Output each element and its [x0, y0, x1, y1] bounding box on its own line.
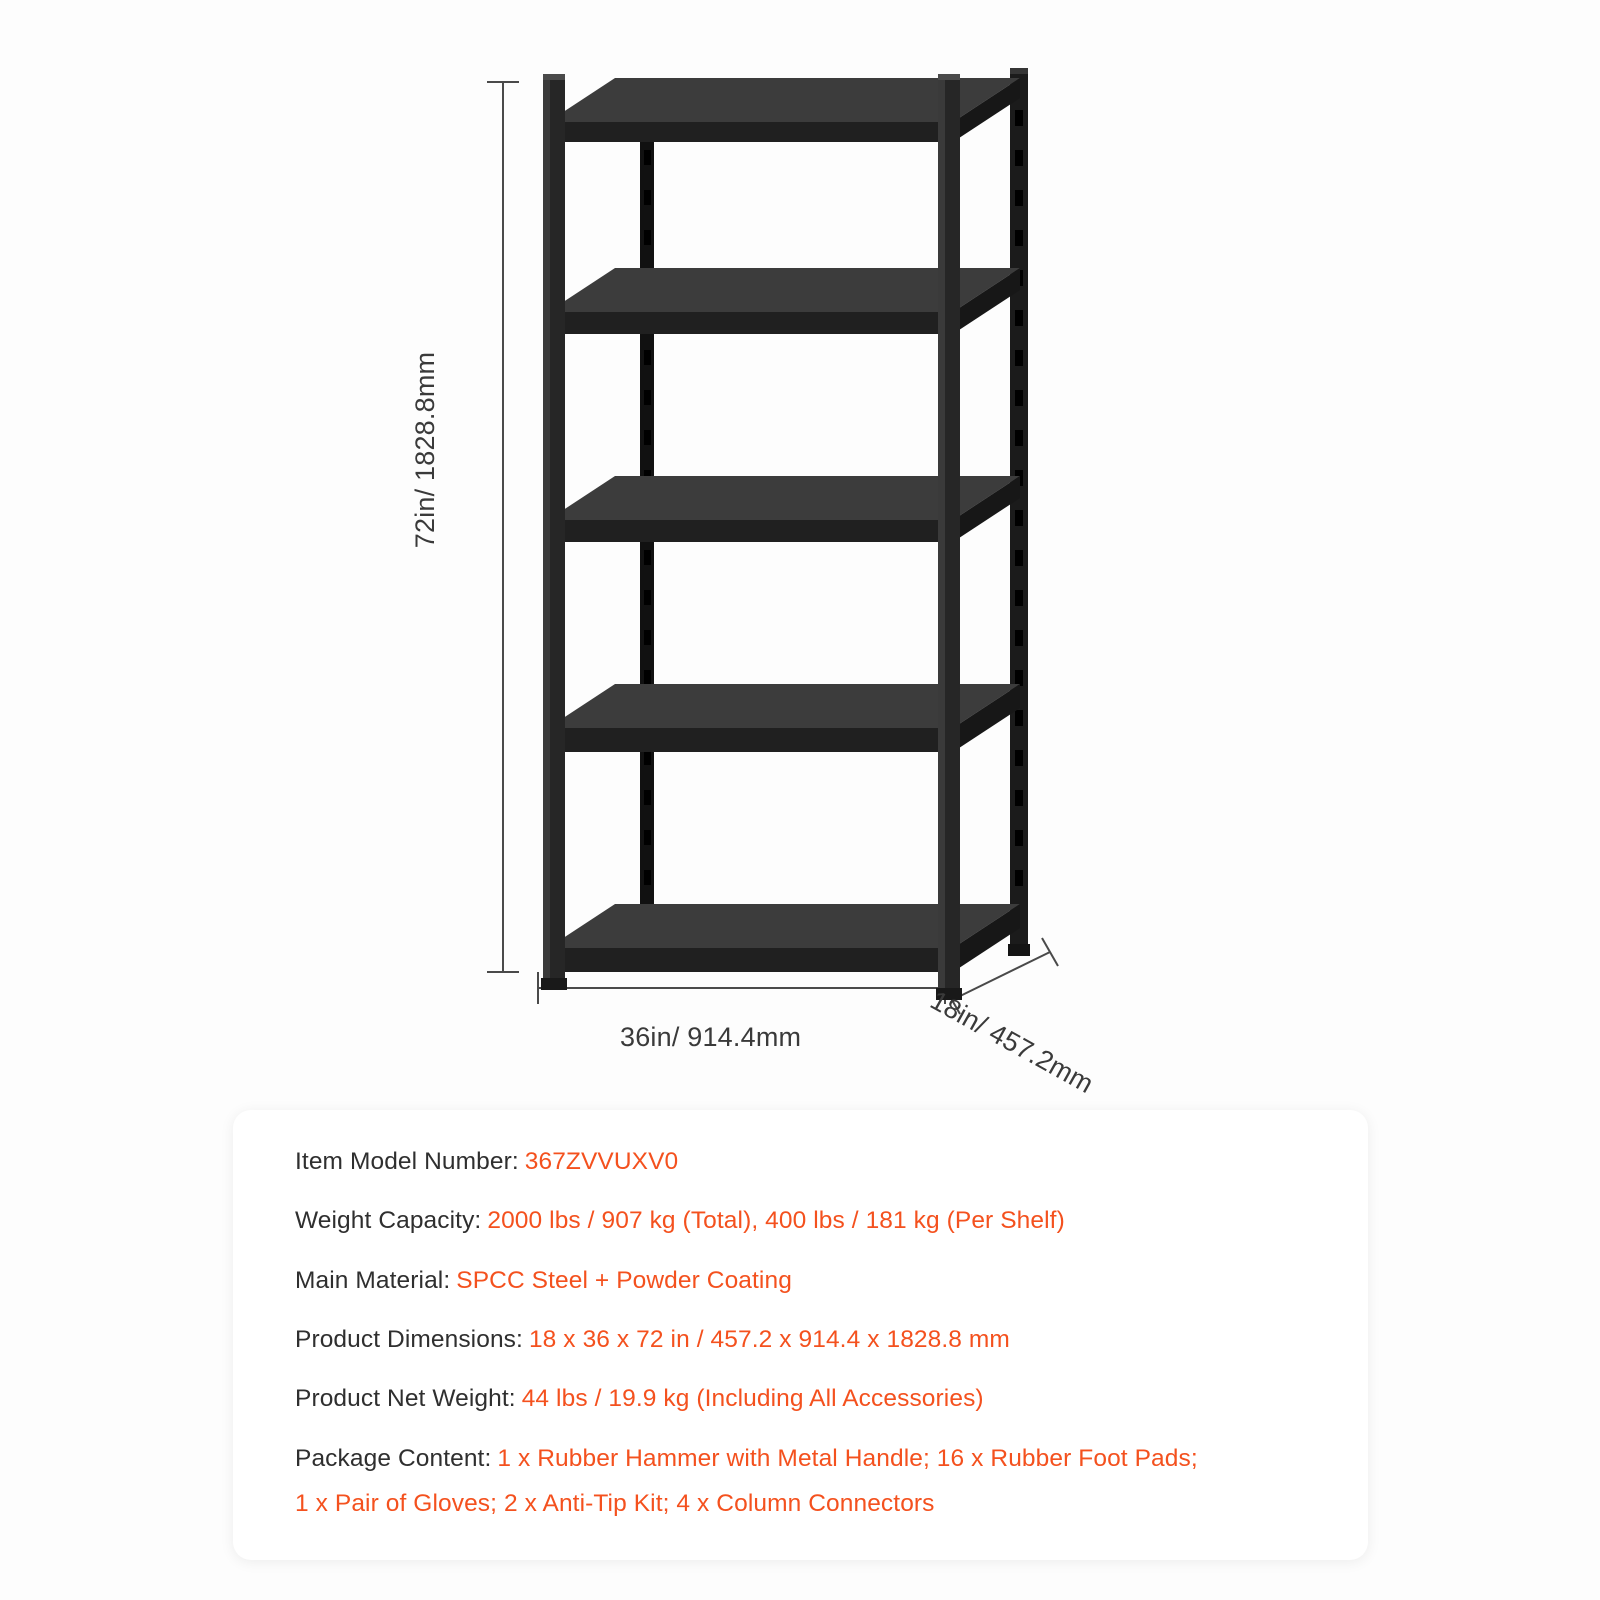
spec-value-net-weight: 44 lbs / 19.9 kg (Including All Accessories): [521, 1385, 984, 1413]
depth-tick-far: [1042, 938, 1058, 966]
height-dimension-label: [410, 190, 441, 549]
spec-value-weight-capacity: 2000 lbs / 907 kg (Total), 400 lbs / 181 kg (Per Shelf): [487, 1207, 1065, 1235]
height-dimension-text: 72in/ 1828.8mm: [410, 351, 440, 549]
spec-value-package-content-continued: 1 x Pair of Gloves; 2 x Anti-Tip Kit; 4 x Column Connectors: [295, 1490, 935, 1518]
width-dimension-label: 36in/ 914.4mm: [620, 1022, 802, 1052]
spec-row-product-dimensions: [295, 1324, 1338, 1355]
front-right-post-highlight: [938, 78, 945, 998]
shelving-unit: [541, 68, 1030, 1000]
spec-label-main-material: Main Material:: [295, 1266, 451, 1294]
spec-row-package-content-continued: [295, 1488, 1338, 1519]
cap-rear-right: [1010, 68, 1028, 74]
spec-row-main-material: [295, 1265, 1338, 1296]
spec-row-weight-capacity: [295, 1205, 1338, 1236]
spec-label-model: Item Model Number:: [295, 1148, 519, 1175]
spec-value-package-content: 1 x Rubber Hammer with Metal Handle; 16 x Rubber Foot Pads;: [497, 1444, 1198, 1472]
specification-card: [233, 1110, 1368, 1560]
cap-front-left: [543, 74, 565, 80]
spec-label-product-dimensions: Product Dimensions:: [295, 1326, 523, 1354]
foot-rear-right: [1008, 944, 1030, 956]
spec-label-weight-capacity: Weight Capacity:: [295, 1207, 482, 1235]
dimension-lines: [487, 82, 1058, 1014]
foot-front-left: [541, 978, 567, 990]
spec-value-model: 367ZVVUXV0: [524, 1148, 679, 1175]
spec-row-model: [295, 1146, 1338, 1177]
specification-list: [295, 1146, 1338, 1548]
cap-front-right: [938, 74, 960, 80]
spec-row-package-content: [295, 1443, 1338, 1474]
spec-label-net-weight: Product Net Weight:: [295, 1385, 516, 1413]
spec-value-main-material: SPCC Steel + Powder Coating: [456, 1266, 792, 1294]
spec-value-product-dimensions: 18 x 36 x 72 in / 457.2 x 914.4 x 1828.8 mm: [528, 1326, 1010, 1354]
spec-label-package-content: Package Content:: [295, 1444, 492, 1472]
depth-dimension-label: 18in/ 457.2mm: [925, 985, 1099, 1100]
front-left-post-highlight: [543, 78, 550, 988]
spec-row-net-weight: [295, 1383, 1338, 1414]
